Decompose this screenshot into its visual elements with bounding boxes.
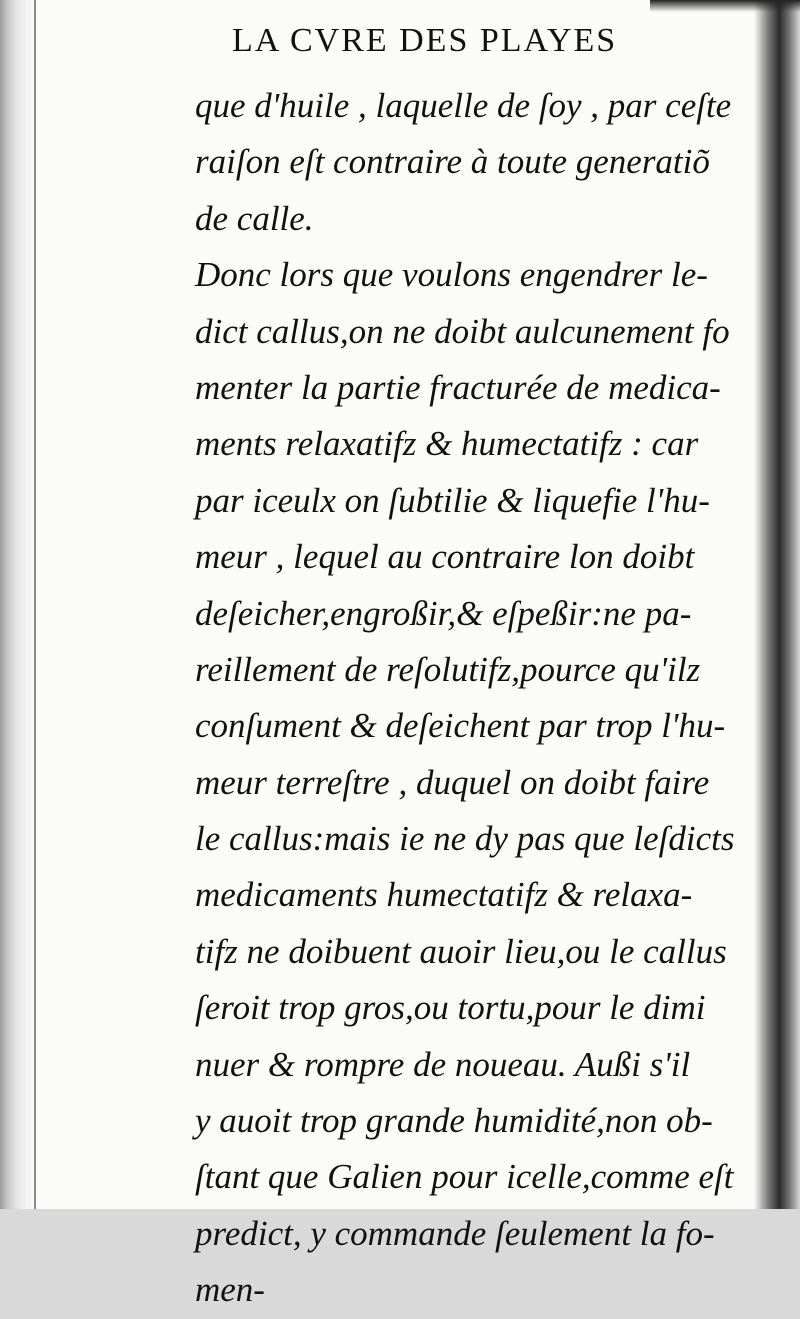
text-line: conſument & deſeichent par trop l'hu- <box>195 706 726 746</box>
text-line: y auoit trop grande humidité,non ob- <box>195 1101 713 1141</box>
text-line: meur , lequel au contraire lon doibt <box>195 537 695 577</box>
text-line: le callus:mais ie ne dy pas que leſdicts <box>195 819 735 859</box>
text-line: deſeicher,engroßir,& eſpeßir:ne pa- <box>195 593 692 633</box>
body-text <box>195 78 755 1319</box>
text-line: Donc lors que voulons engendrer le- <box>195 255 708 295</box>
text-line: que d'huile , laquelle de ſoy , par ceſte <box>195 86 732 125</box>
text-line: par iceulx on ſubtilie & liquefie l'hu- <box>195 480 710 520</box>
text-line: ſtant que Galien pour icelle,comme eſt <box>195 1157 734 1197</box>
text-line: reillement de reſolutifz,pource qu'ilz <box>195 649 701 689</box>
text-line: meur terreſtre , duquel on doibt faire <box>195 762 710 802</box>
text-line: men- <box>195 1270 265 1310</box>
text-line: nuer & rompre de noueau. Außi s'il <box>195 1044 691 1084</box>
text-line: dict callus,on ne doibt aulcunement fo <box>195 311 730 351</box>
text-line: predict, y commande ſeulement la fo- <box>195 1213 715 1253</box>
text-line: tifz ne doibuent auoir lieu,ou le callus <box>195 931 727 971</box>
running-head: LA CVRE DES PLAYES <box>232 22 618 59</box>
top-shadow <box>650 0 800 12</box>
text-line: menter la partie fracturée de medica- <box>195 367 721 407</box>
text-line: de calle. <box>195 198 314 238</box>
text-line: ſeroit trop gros,ou tortu,pour le dimi <box>195 988 706 1028</box>
book-gutter-right <box>754 0 800 1209</box>
book-edge-left <box>0 0 38 1209</box>
text-line: raiſon eſt contraire à toute generatiõ <box>195 142 710 182</box>
text-line: medicaments humectatifz & relaxa- <box>195 875 693 915</box>
text-line: ments relaxatifz & humectatifz : car <box>195 424 699 464</box>
